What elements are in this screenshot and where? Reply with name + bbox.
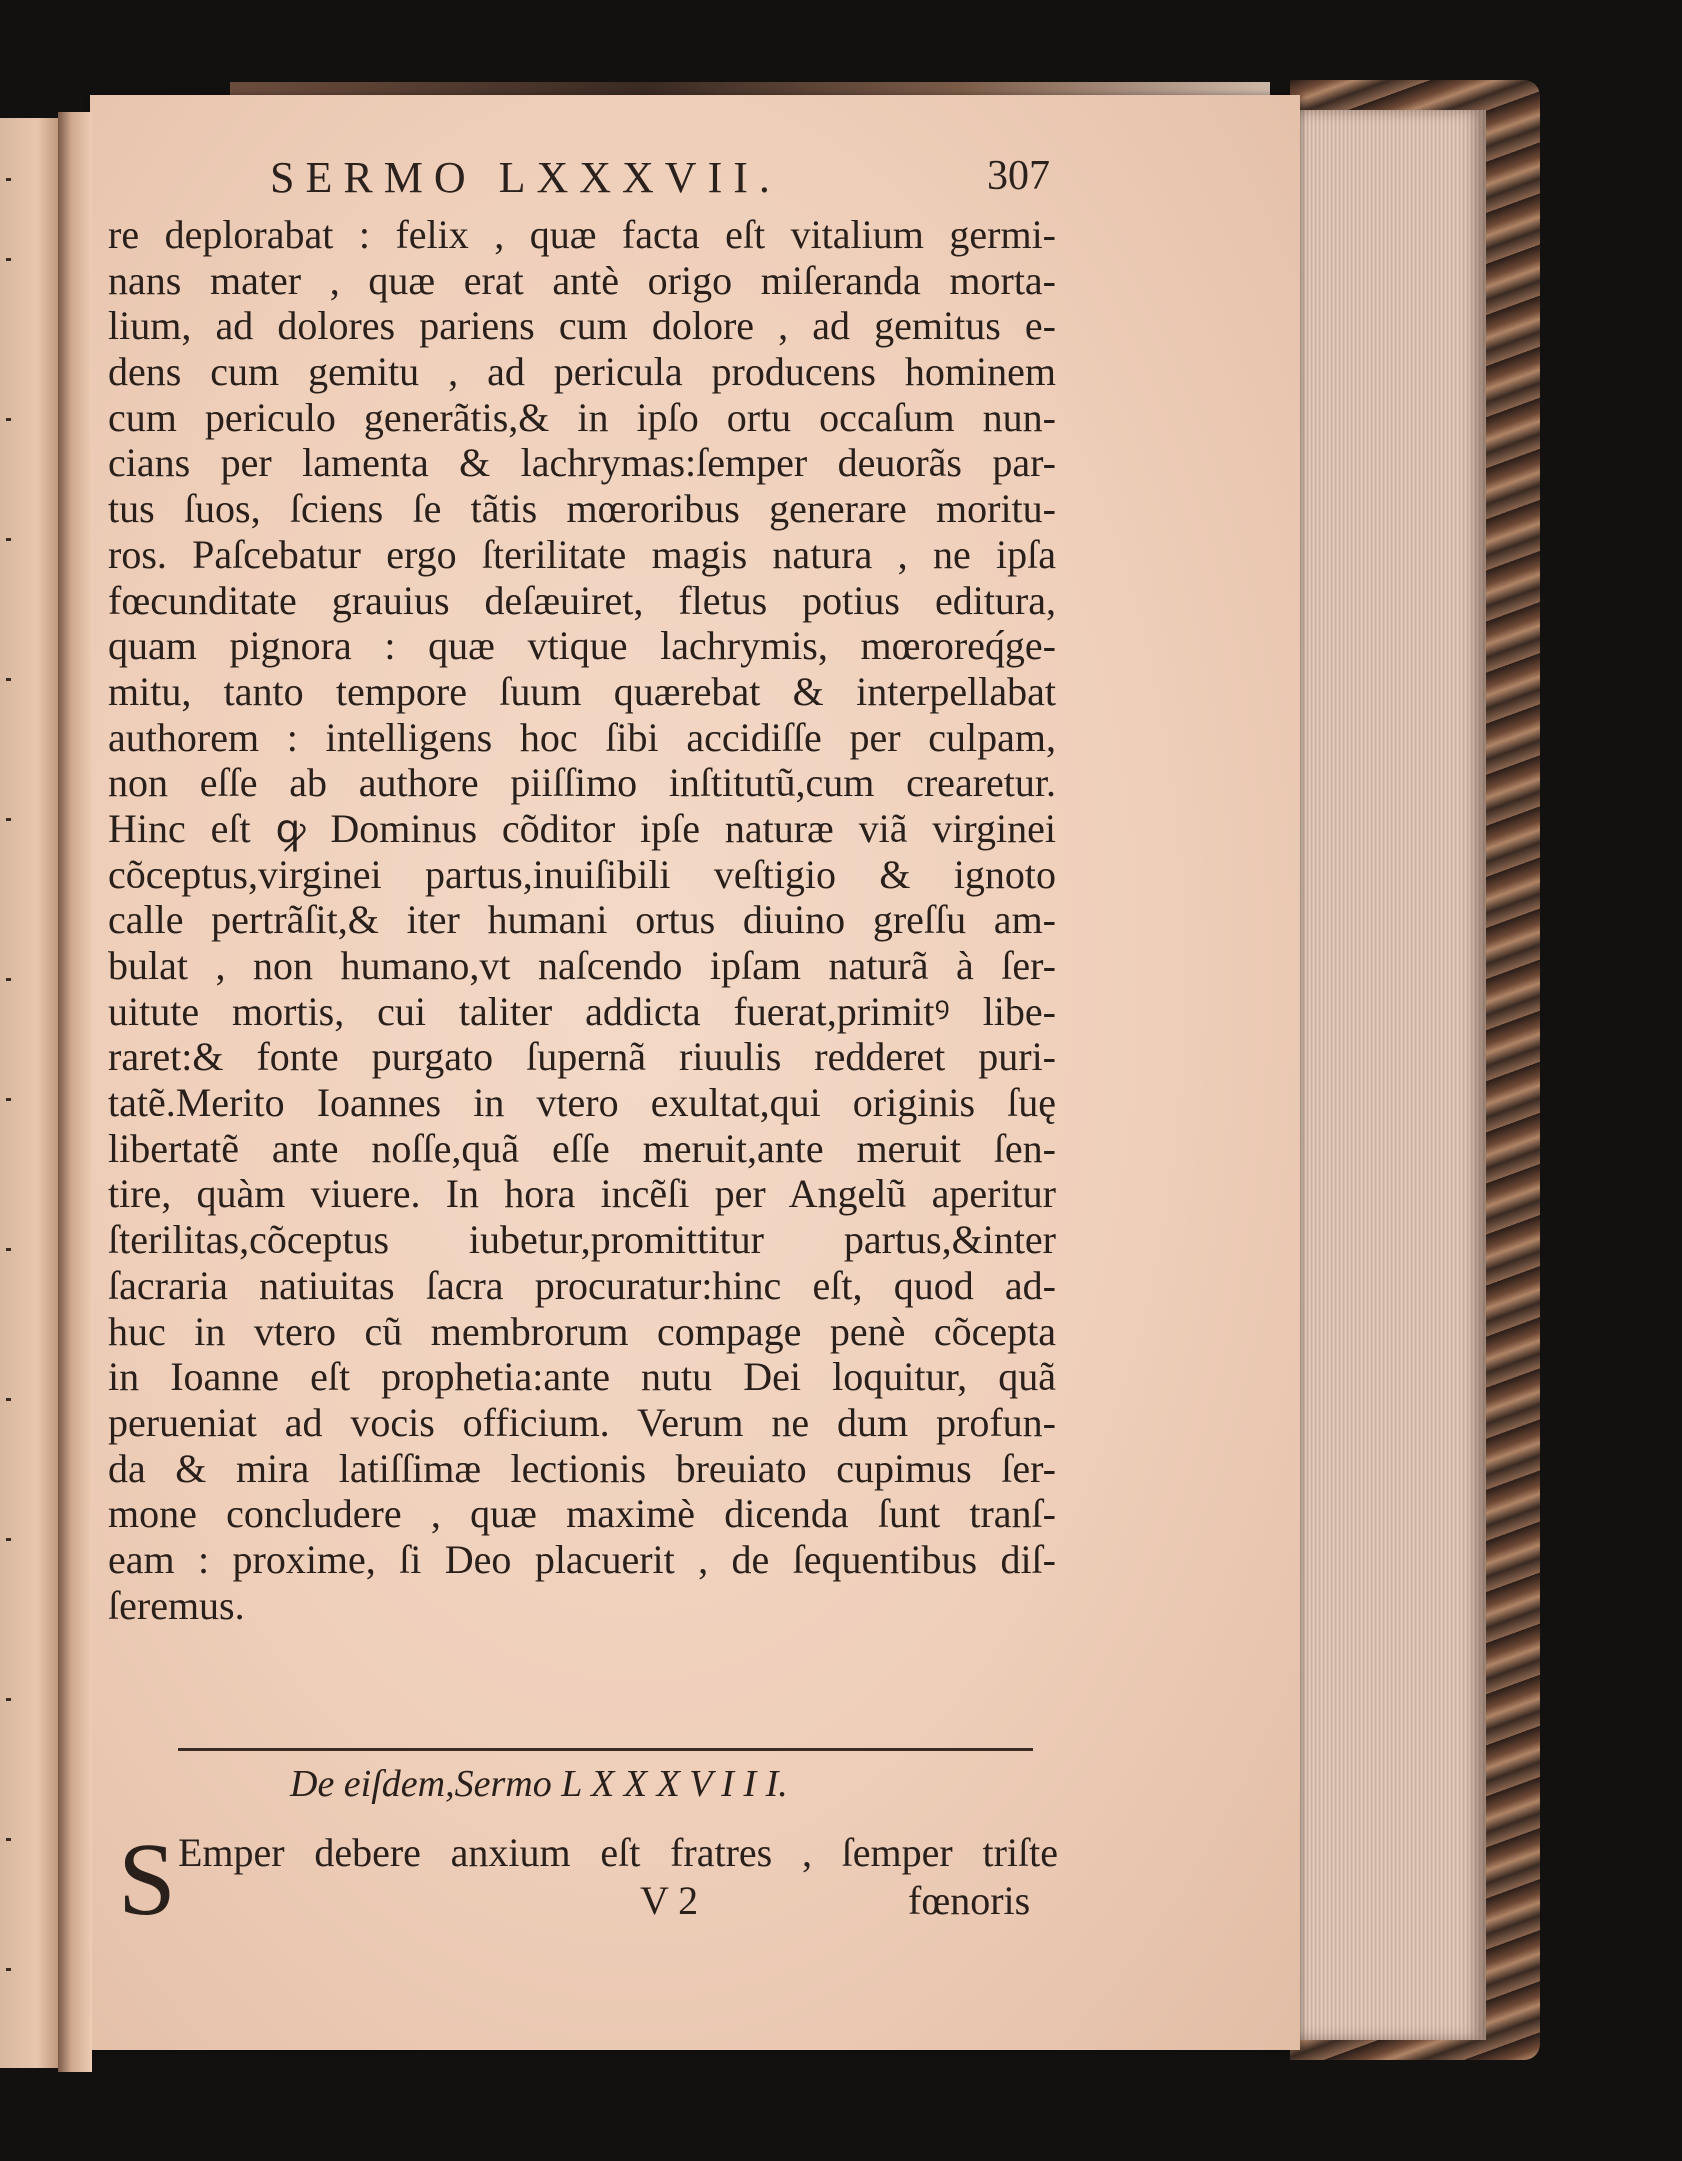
text-line: nans mater , quæ erat antè origo miſeranda morta- bbox=[108, 257, 1056, 303]
text-line: ros. Paſcebatur ergo ſterilitate magis natura , ne ipſa bbox=[108, 531, 1056, 577]
text-line: cum periculo generãtis,& in ipſo ortu occaſum nun- bbox=[108, 394, 1056, 440]
text-line: raret:& fonte purgato ſupernã riuulis redderet puri- bbox=[108, 1034, 1056, 1080]
text-line: cõceptus,virginei partus,inuiſibili veſtigio & ignoto bbox=[108, 851, 1056, 897]
text-line: huc in vtero cũ membrorum compage penè cõcepta bbox=[108, 1308, 1056, 1354]
next-sermon-heading: De eiſdem,Sermo L X X X V I I I. bbox=[290, 1763, 788, 1805]
facing-page-edge bbox=[0, 118, 62, 2068]
running-title: SERMO LXXXVII. bbox=[270, 153, 781, 202]
sermon-body-text bbox=[108, 212, 1056, 1628]
text-line: ſterilitas,cõceptus iubetur,promittitur partus,&inter bbox=[108, 1217, 1056, 1263]
text-line: non eſſe ab authore piiſſimo inſtitutũ,cum crearetur. bbox=[108, 760, 1056, 806]
drop-cap-initial: S bbox=[118, 1822, 176, 1937]
text-line: tire, quàm viuere. In hora incẽſi per Angelũ aperitur bbox=[108, 1171, 1056, 1217]
section-rule bbox=[178, 1748, 1033, 1751]
opening-line: Emper debere anxium eſt fratres , ſemper triſte bbox=[178, 1830, 1058, 1875]
text-line: ſeremus. bbox=[108, 1582, 245, 1628]
spine-gutter bbox=[58, 112, 92, 2072]
text-line: mitu, tanto tempore ſuum quærebat & interpellabat bbox=[108, 668, 1056, 714]
text-line: eam : proxime, ſi Deo placuerit , de ſequentibus diſ- bbox=[108, 1536, 1056, 1582]
text-line: Hinc eſt ꝙ Dominus cõditor ipſe naturæ viã virginei bbox=[108, 805, 1056, 851]
text-line: ſacraria natiuitas ſacra procuratur:hinc eſt, quod ad- bbox=[108, 1262, 1056, 1308]
catchword: fœnoris bbox=[908, 1878, 1031, 1923]
text-line: in Ioanne eſt prophetia:ante nutu Dei loquitur, quã bbox=[108, 1354, 1056, 1400]
page-edges bbox=[1296, 110, 1486, 2040]
text-line: uitute mortis, cui taliter addicta fuerat,primitꝰ libe- bbox=[108, 988, 1056, 1034]
signature-mark: V 2 bbox=[640, 1878, 699, 1923]
page-header bbox=[270, 152, 1050, 212]
text-line: calle pertrãſit,& iter humani ortus diuino greſſu am- bbox=[108, 897, 1056, 943]
text-line: authorem : intelligens hoc ſibi accidiſſe per culpam, bbox=[108, 714, 1056, 760]
page-number: 307 bbox=[987, 153, 1050, 199]
text-line: bulat , non humano,vt naſcendo ipſam naturã à ſer- bbox=[108, 943, 1056, 988]
text-line: perueniat ad vocis officium. Verum ne dum profun- bbox=[108, 1399, 1056, 1445]
text-line: dens cum gemitu , ad pericula producens hominem bbox=[108, 349, 1056, 395]
text-line: mone concludere , quæ maximè dicenda ſunt tranſ- bbox=[108, 1491, 1056, 1537]
text-line: da & mira latiſſimæ lectionis breuiato cupimus ſer- bbox=[108, 1445, 1056, 1491]
text-line: libertatẽ ante noſſe,quã eſſe meruit,ante meruit ſen- bbox=[108, 1125, 1056, 1171]
text-line: quam pignora : quæ vtique lachrymis, mœroreq́ge- bbox=[108, 623, 1056, 669]
text-line: fœcunditate grauius deſæuiret, fletus potius editura, bbox=[108, 577, 1056, 623]
text-line: cians per lamenta & lachrymas:ſemper deuorãs par- bbox=[108, 440, 1056, 486]
text-line: re deplorabat : felix , quæ facta eſt vitalium germi- bbox=[108, 212, 1056, 257]
text-line: tatẽ.Merito Ioannes in vtero exultat,qui originis ſuę bbox=[108, 1080, 1056, 1126]
text-line: lium, ad dolores pariens cum dolore , ad gemitus e- bbox=[108, 303, 1056, 349]
text-line: tus ſuos, ſciens ſe tãtis mœroribus generare moritu- bbox=[108, 486, 1056, 532]
